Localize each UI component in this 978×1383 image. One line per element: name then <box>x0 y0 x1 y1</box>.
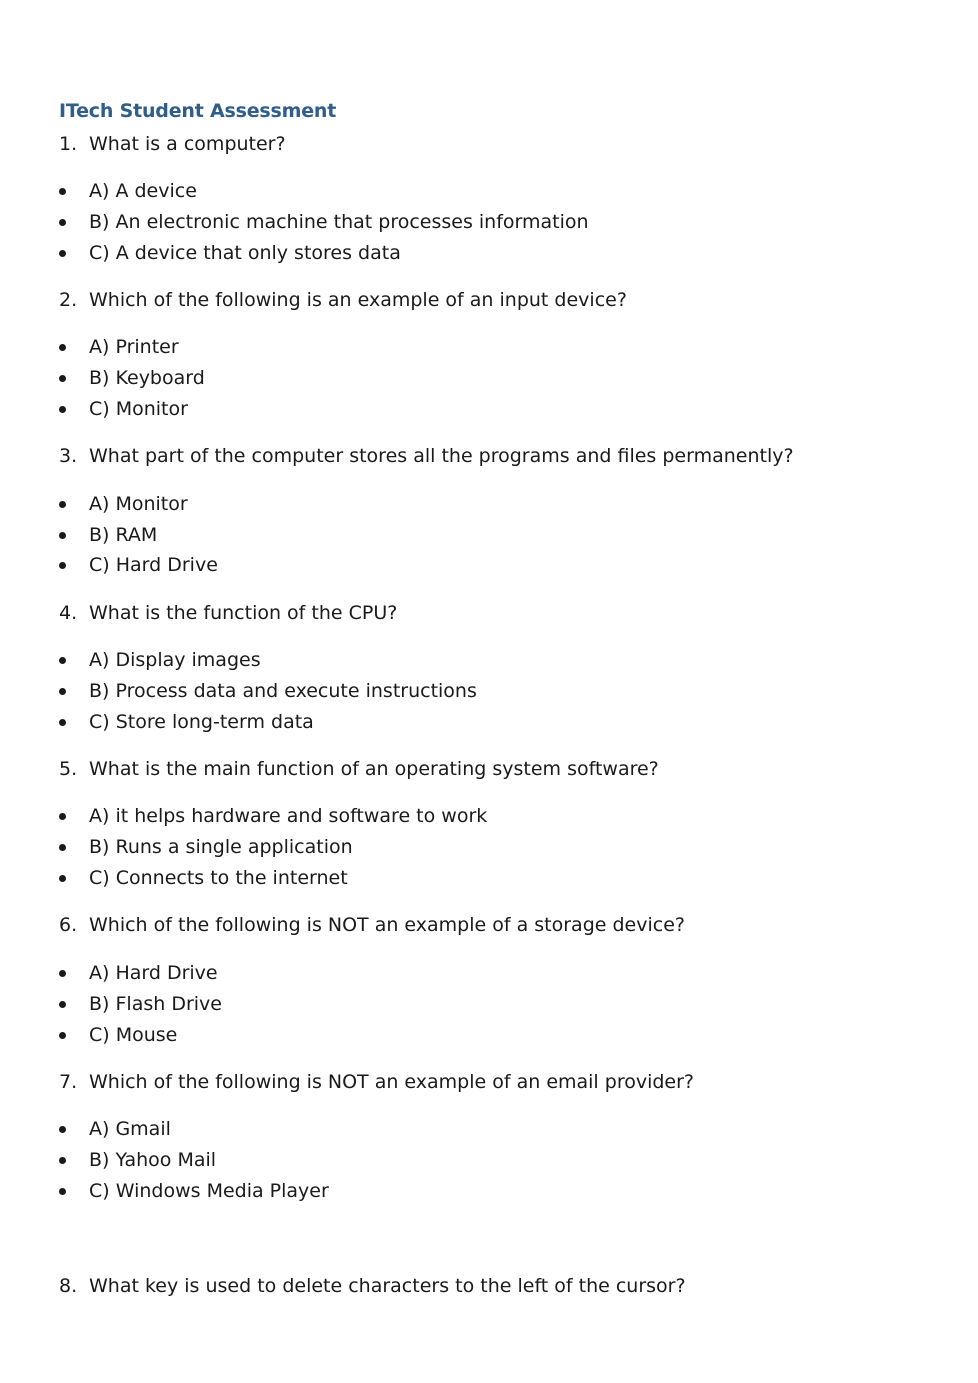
question-text: What part of the computer stores all the programs and files permanently? <box>89 445 794 467</box>
question-text: Which of the following is NOT an example of an email provider? <box>89 1071 695 1093</box>
question-text: What is a computer? <box>89 133 286 155</box>
bullet-icon <box>59 250 66 257</box>
option-text: C) Windows Media Player <box>89 1180 329 1202</box>
option-text: B) Flash Drive <box>89 993 222 1015</box>
bullet-icon <box>59 1157 66 1164</box>
bullet-icon <box>59 844 66 851</box>
bullet-icon <box>59 813 66 820</box>
option-text: A) it helps hardware and software to work <box>89 805 488 827</box>
bullet-icon <box>59 688 66 695</box>
bullet-icon <box>59 375 66 382</box>
bullet-icon <box>59 532 66 539</box>
question-number: 7. <box>59 1071 78 1093</box>
bullet-icon <box>59 657 66 664</box>
question-number: 1. <box>59 133 78 155</box>
option-text: C) Store long-term data <box>89 711 314 733</box>
bullet-icon <box>59 875 66 882</box>
option-text: A) A device <box>89 180 197 202</box>
option-text: C) Connects to the internet <box>89 867 348 889</box>
option-text: B) Process data and execute instructions <box>89 680 477 702</box>
option-text: B) Yahoo Mail <box>89 1149 217 1171</box>
question-text: What is the function of the CPU? <box>89 602 398 624</box>
bullet-icon <box>59 344 66 351</box>
question-text: Which of the following is an example of an input device? <box>89 289 627 311</box>
bullet-icon <box>59 188 66 195</box>
option-text: C) Mouse <box>89 1024 178 1046</box>
question-number: 5. <box>59 758 78 780</box>
question-number: 4. <box>59 602 78 624</box>
bullet-icon <box>59 562 66 569</box>
option-text: B) Keyboard <box>89 367 205 389</box>
question-text: What key is used to delete characters to the left of the cursor? <box>89 1275 686 1297</box>
option-text: B) Runs a single application <box>89 836 353 858</box>
option-text: B) RAM <box>89 524 158 546</box>
question-number: 2. <box>59 289 78 311</box>
option-text: A) Printer <box>89 336 179 358</box>
bullet-icon <box>59 719 66 726</box>
bullet-icon <box>59 1188 66 1195</box>
document-title: ITech Student Assessment <box>59 100 337 122</box>
bullet-icon <box>59 219 66 226</box>
question-number: 6. <box>59 914 78 936</box>
question-number: 3. <box>59 445 78 467</box>
question-text: Which of the following is NOT an example of a storage device? <box>89 914 685 936</box>
question-number: 8. <box>59 1275 78 1297</box>
option-text: C) Monitor <box>89 398 188 420</box>
bullet-icon <box>59 1001 66 1008</box>
question-text: What is the main function of an operating system software? <box>89 758 659 780</box>
option-text: A) Gmail <box>89 1118 171 1140</box>
bullet-icon <box>59 1126 66 1133</box>
option-text: A) Hard Drive <box>89 962 218 984</box>
option-text: A) Display images <box>89 649 261 671</box>
option-text: B) An electronic machine that processes information <box>89 211 589 233</box>
option-text: C) A device that only stores data <box>89 242 401 264</box>
bullet-icon <box>59 501 66 508</box>
bullet-icon <box>59 970 66 977</box>
option-text: C) Hard Drive <box>89 554 218 576</box>
bullet-icon <box>59 1032 66 1039</box>
option-text: A) Monitor <box>89 493 188 515</box>
bullet-icon <box>59 406 66 413</box>
